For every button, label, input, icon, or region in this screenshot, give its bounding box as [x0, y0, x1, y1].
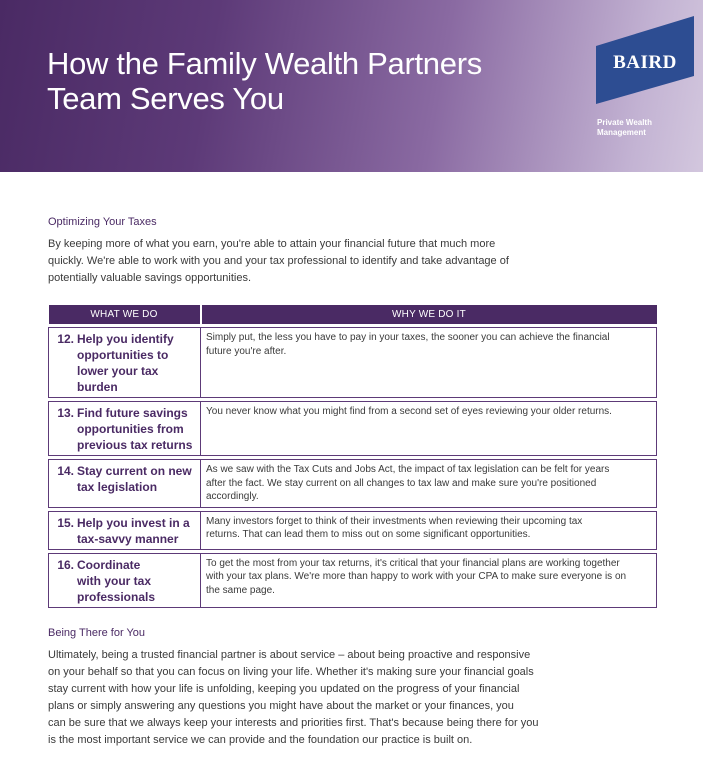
why-cell: Many investors forget to think of their investments when reviewing their upcoming tax returns. That can lead them to miss out on some significant opportunities. — [201, 511, 657, 549]
what-cell — [49, 402, 201, 456]
row-number: 13. — [57, 406, 74, 420]
what-cell — [49, 553, 201, 607]
logo-text: BAIRD — [613, 52, 677, 73]
table-row — [49, 460, 657, 508]
table-header-row — [49, 305, 657, 324]
why-cell: As we saw with the Tax Cuts and Jobs Act, the impact of tax legislation can be felt for years after the fact. We stay current on all changes to tax law and make sure you're positioned accordingly. — [201, 460, 657, 508]
why-cell: To get the most from your tax returns, it's critical that your financial plans are working together with your tax plans. We're more than happy to work with your CPA to make sure everyone is on the same page. — [201, 553, 657, 607]
section-intro-taxes: By keeping more of what you earn, you're able to attain your financial future that much more quickly. We're able to work with you and your tax professional to identify and take advantage of potentially valuable savings opportunities. — [48, 238, 509, 284]
row-number: 14. — [57, 464, 74, 478]
table-row — [49, 511, 657, 549]
row-number: 16. — [57, 557, 74, 572]
baird-logo — [596, 16, 694, 104]
services-table — [48, 305, 657, 608]
what-cell — [49, 460, 201, 508]
column-header-what: WHAT WE DO — [49, 305, 201, 324]
row-number: 15. — [57, 515, 74, 530]
what-text: Stay current on new tax legislation — [77, 464, 192, 494]
section-heading-taxes: Optimizing Your Taxes — [48, 216, 157, 228]
logo-tagline: Private Wealth Management — [597, 118, 652, 137]
what-cell — [49, 328, 201, 398]
why-cell: You never know what you might find from a second set of eyes reviewing your older returns. — [201, 402, 657, 456]
what-text: Help you identify opportunities to lower your tax burden — [77, 332, 174, 394]
what-cell — [49, 511, 201, 549]
section-body-being-there: Ultimately, being a trusted financial partner is about service – about being proactive and responsive on your behalf so that you can focus on living your life. Whether it's making sure your financial goals stay current with how your life is unfolding, keeping you updated on the progress of your financial plans or simply answering any questions you might have about the market or your finances, you can be sure that we always keep your interests and priorities first. That's because being there for you is the most important service we can provide and the foundation our practice is built on. — [48, 649, 539, 746]
column-header-why: WHY WE DO IT — [201, 305, 657, 324]
table-row — [49, 553, 657, 607]
what-text: Help you invest in a tax-savvy manner — [77, 515, 190, 546]
page-title: How the Family Wealth Partners Team Serves You — [47, 46, 482, 116]
row-number: 12. — [57, 332, 74, 346]
why-cell: Simply put, the less you have to pay in your taxes, the sooner you can achieve the financial future you're after. — [201, 328, 657, 398]
section-heading-being-there: Being There for You — [48, 627, 146, 639]
table-row — [49, 402, 657, 456]
what-text: Find future savings opportunities from previous tax returns — [77, 406, 193, 452]
what-text: Coordinate with your tax professionals — [77, 557, 156, 604]
table-row — [49, 328, 657, 398]
